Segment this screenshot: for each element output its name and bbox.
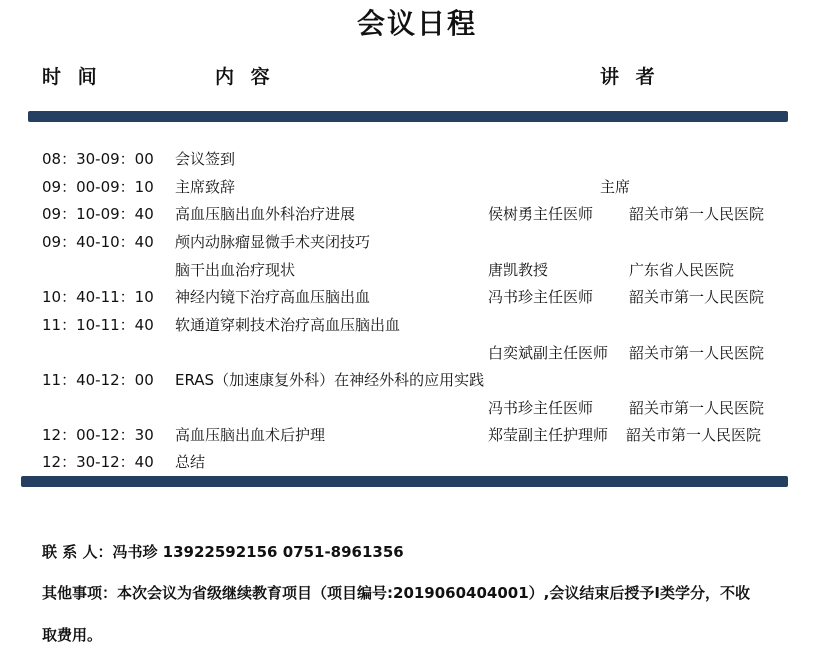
schedule-row	[0, 283, 819, 307]
row-topic: 神经内镜下治疗高血压脑出血	[175, 288, 371, 306]
notes-line-1: 其他事项：本次会议为省级继续教育项目（项目编号:2019060404001）,会议结束后授予Ⅰ类学分，不收	[42, 584, 750, 602]
row-org: 韶关市第一人民医院	[629, 288, 765, 306]
row-topic: 总结	[175, 453, 206, 471]
row-topic: ERAS（加速康复外科）在神经外科的应用实践	[175, 371, 485, 389]
row-topic: 软通道穿刺技术治疗高血压脑出血	[175, 316, 401, 334]
row-speaker: 唐凯教授	[488, 261, 549, 279]
row-org: 韶关市第一人民医院	[629, 399, 765, 417]
row-speaker: 白奕斌副主任医师	[488, 344, 609, 362]
schedule-row	[0, 421, 819, 445]
schedule-row	[0, 173, 819, 197]
row-topic: 颅内动脉瘤显微手术夹闭技巧	[175, 233, 371, 251]
row-time: 08：30-09：00	[42, 150, 154, 168]
page-title: 会议日程	[356, 7, 477, 40]
schedule-row	[0, 200, 819, 224]
row-topic: 高血压脑出血外科治疗进展	[175, 205, 356, 223]
row-org: 韶关市第一人民医院	[626, 426, 762, 444]
notes-line-2: 取费用。	[42, 626, 103, 644]
row-time: 09：10-09：40	[42, 205, 154, 223]
row-topic: 高血压脑出血术后护理	[175, 426, 326, 444]
schedule-row	[0, 311, 819, 335]
row-time: 11：10-11：40	[42, 316, 154, 334]
bottom-divider-bar	[21, 476, 788, 487]
contact-line: 联 系 人：冯书珍 13922592156 0751-8961356	[42, 543, 404, 561]
header-content: 内 容	[215, 66, 275, 88]
schedule-row	[0, 228, 819, 252]
row-time: 10：40-11：10	[42, 288, 154, 306]
row-host: 主席	[600, 178, 631, 196]
top-divider-bar	[28, 111, 788, 122]
row-topic: 主席致辞	[175, 178, 236, 196]
row-org: 广东省人民医院	[629, 261, 735, 279]
header-speaker: 讲 者	[600, 66, 660, 88]
row-speaker: 侯树勇主任医师	[488, 205, 594, 223]
schedule-row	[0, 145, 819, 169]
schedule-row	[0, 394, 819, 418]
row-time: 09：00-09：10	[42, 178, 154, 196]
schedule-row	[0, 256, 819, 280]
row-topic: 会议签到	[175, 150, 236, 168]
row-speaker: 郑莹副主任护理师	[488, 426, 609, 444]
row-time: 11：40-12：00	[42, 371, 154, 389]
schedule-row	[0, 339, 819, 363]
schedule-row	[0, 366, 819, 390]
row-time: 12：00-12：30	[42, 426, 154, 444]
row-org: 韶关市第一人民医院	[629, 205, 765, 223]
row-speaker: 冯书珍主任医师	[488, 399, 594, 417]
row-time: 12：30-12：40	[42, 453, 154, 471]
header-time: 时 间	[42, 66, 102, 88]
row-topic: 脑干出血治疗现状	[175, 261, 296, 279]
schedule-row	[0, 448, 819, 472]
row-org: 韶关市第一人民医院	[629, 344, 765, 362]
row-time: 09：40-10：40	[42, 233, 154, 251]
row-speaker: 冯书珍主任医师	[488, 288, 594, 306]
